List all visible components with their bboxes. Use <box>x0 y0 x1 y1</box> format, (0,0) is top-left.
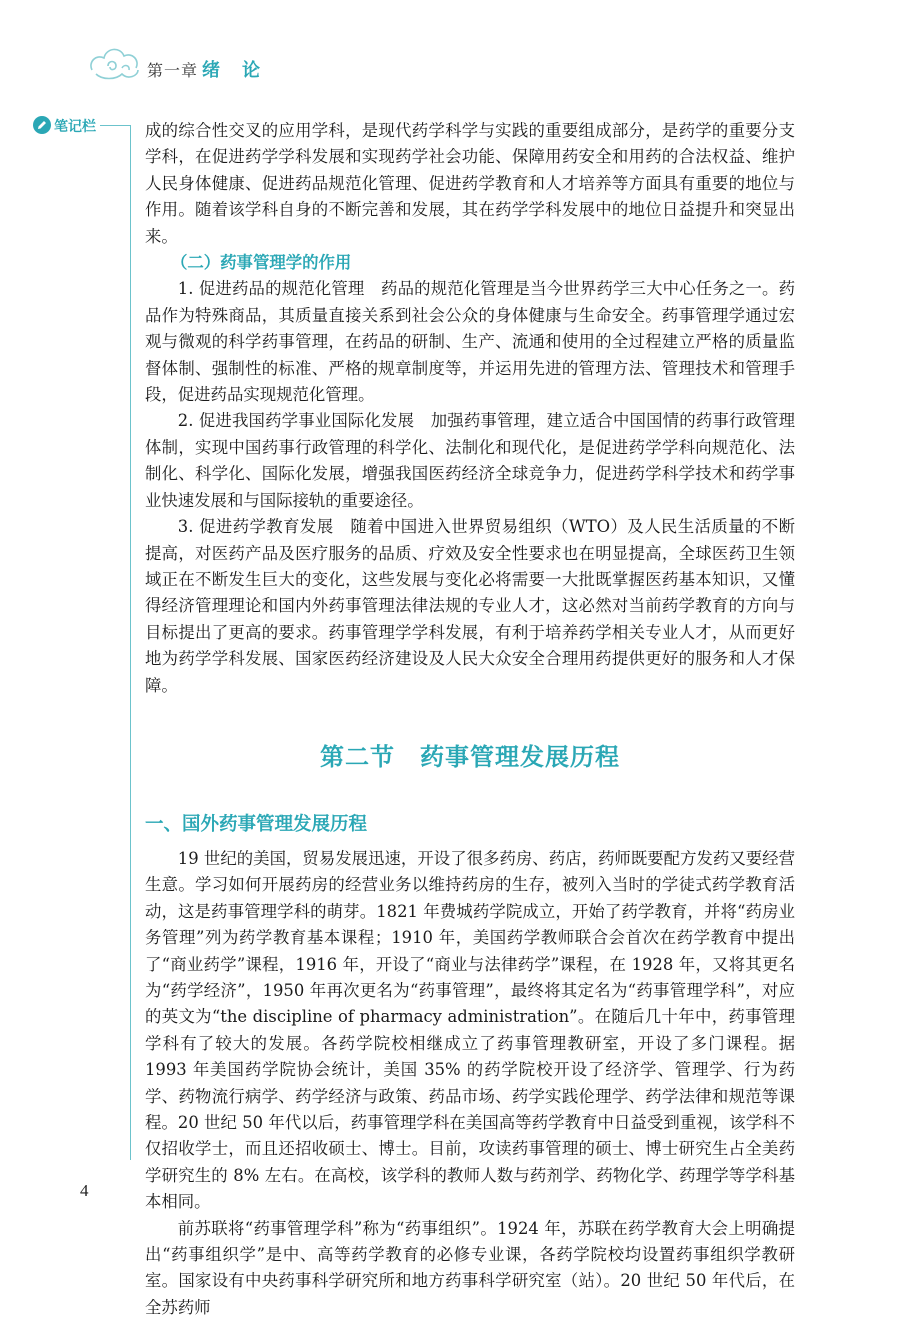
page-content <box>145 118 795 1321</box>
notes-divider-vertical <box>130 125 131 1160</box>
page-number: 4 <box>80 1181 89 1200</box>
sub-heading: （二）药事管理学的作用 <box>171 253 352 273</box>
item-1-paragraph: 1. 促进药品的规范化管理 药品的规范化管理是当今世界药学三大中心任务之一。药品作为特殊商品，其质量直接关系到社会公众的身体健康与生命安全。药事管理学通过宏观与微观的科学药事管理，在药品的研制、生产、流通和使用的全过程建立严格的质量监督体制、强制性的标准、严格的规章制度等，并运用先进的管理方法、管理技术和管理手段，促进药品实现规范化管理。 <box>145 279 795 405</box>
chapter-label: 第一章 <box>147 61 199 80</box>
heading-1: 一、国外药事管理发展历程 <box>145 813 368 835</box>
item-3-paragraph: 3. 促进药学教育发展 随着中国进入世界贸易组织（WTO）及人民生活质量的不断提高，对医药产品及医疗服务的品质、疗效及安全性要求也在明显提高，全球医药卫生领域正在不断发生巨大的变化，这些发展与变化必将需要一大批既掌握医药基本知识，又懂得经济管理理论和国内外药事管理法律法规的专业人才，这必然对当前药学教育的方向与目标提出了更高的要求。药事管理学学科发展，有利于培养药学相关专业人才，从而更好地为药学学科发展、国家医药经济建设及人民大众安全合理用药提供更好的服务和人才保障。 <box>145 517 795 695</box>
notes-divider-horizontal <box>100 125 130 126</box>
chapter-title: 绪论 <box>202 60 282 81</box>
cloud-ornament-icon <box>86 40 146 88</box>
intro-paragraph: 成的综合性交叉的应用学科，是现代药学科学与实践的重要组成部分，是药学的重要分支学科，在促进药学学科发展和实现药学社会功能、保障用药安全和用药的合法权益、维护人民身体健康、促进药品规范化管理、促进药学教育和人才培养等方面具有重要的地位与作用。随着该学科自身的不断完善和发展，其在药学学科发展中的地位日益提升和突显出来。 <box>145 121 795 246</box>
us-history-paragraph: 19 世纪的美国，贸易发展迅速，开设了很多药房、药店，药师既要配方发药又要经营生意。学习如何开展药房的经营业务以维持药房的生存，被列入当时的学徒式药学教育活动，这是药事管理学科的萌芽。1821 年费城药学院成立，开始了药学教育，并将“药房业务管理”列为药学教育基本课程；1910 年，美国药学教师联合会首次在药学教育中提出了“商业药学”课程，1916 年，开设了“商业与法律药学”课程，在 1928 年，又将其更名为“药学经济”，1950 年再次更名为“药事管理”，最终将其定名为“药事管理学科”，对应的英文为“the discipline of pharmacy administration”。在随后几十年中，药事管理学科有了较大的发展。各药学院校相继成立了药事管理教研室，开设了多门课程。据 1993 年美国药学院协会统计，美国 35% 的药学院校开设了经济学、管理学、行为药学、药物流行病学、药学经济与政策、药品市场、药学实践伦理学、药学法律和规范等课程。20 世纪 50 年代以后，药事管理学科在美国高等药学教育中日益受到重视，该学科不仅招收学士，而且还招收硕士、博士。目前，攻读药事管理的硕士、博士研究生占全美药学研究生的 8% 左右。在高校，该学科的教师人数与药剂学、药物化学、药理学等学科基本相同。 <box>145 848 795 1212</box>
ussr-history-paragraph: 前苏联将“药事管理学科”称为“药事组织”。1924 年，苏联在药学教育大会上明确提出“药事组织学”是中、高等药学教育的必修专业课，各药学院校均设置药事组织学教研室。国家设有中央药事科学研究所和地方药事科学研究室（站）。20 世纪 50 年代后，在全苏药师 <box>145 1218 795 1317</box>
item-2-paragraph: 2. 促进我国药学事业国际化发展 加强药事管理，建立适合中国国情的药事行政管理体制，实现中国药事行政管理的科学化、法制化和现代化，是促进药学学科向规范化、法制化、科学化、国际化发展，增强我国医药经济全球竞争力，促进药学科学技术和药学事业快速发展和与国际接轨的重要途径。 <box>145 411 795 510</box>
section-title: 第二节 药事管理发展历程 <box>320 742 620 771</box>
notes-column-label: 笔记栏 <box>54 119 96 135</box>
pencil-icon <box>33 116 51 134</box>
